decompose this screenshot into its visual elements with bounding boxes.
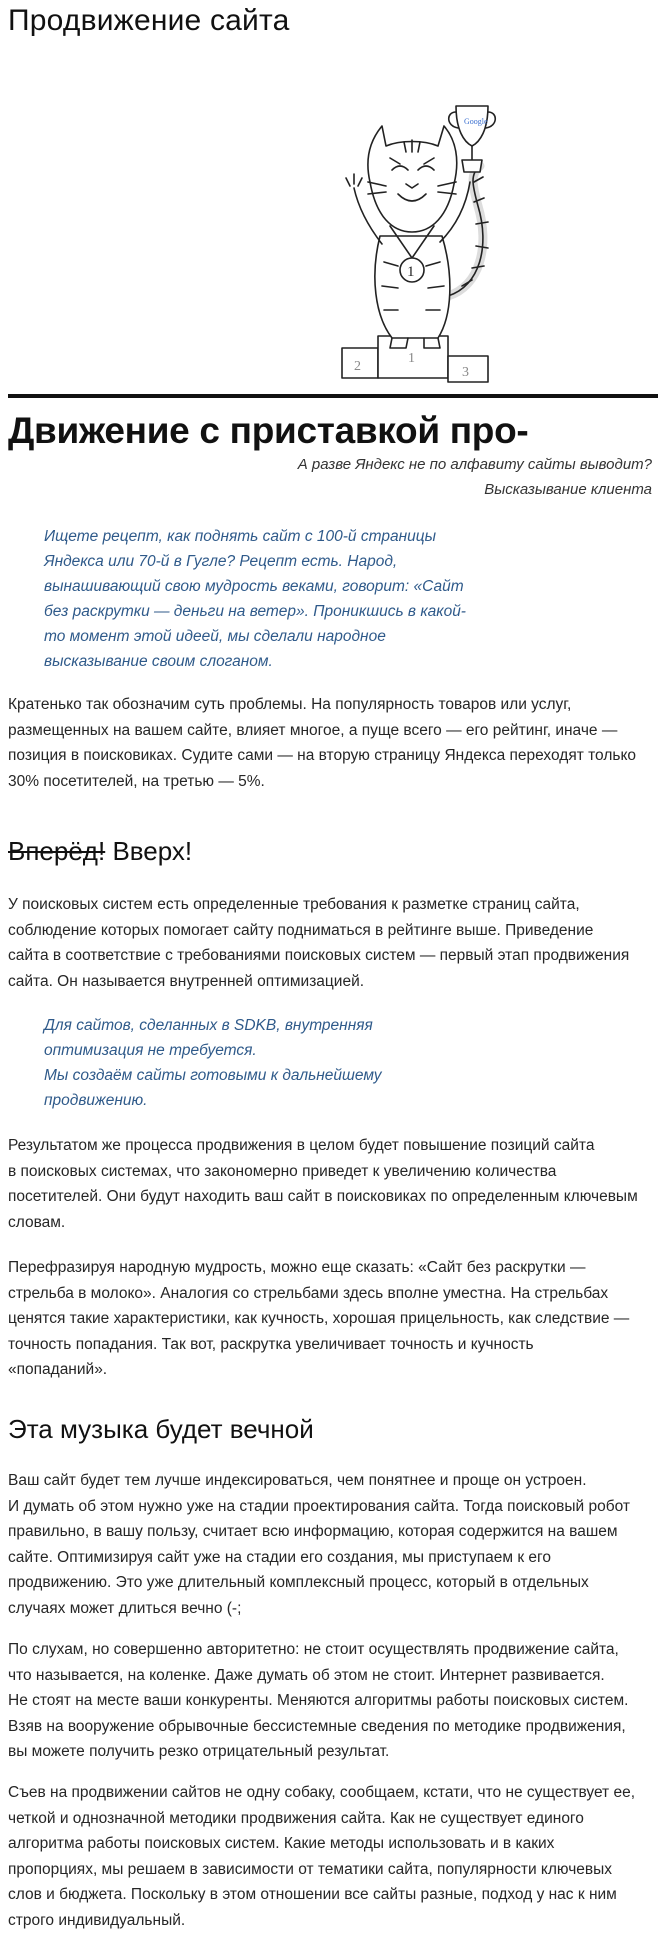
- cat-trophy-illustration-icon: [320, 86, 520, 384]
- section-heading-eternal-music: Эта музыка будет вечной: [8, 1414, 314, 1444]
- section1-paragraph-2: Результатом же процесса продвижения в целом будет повышение позиций сайта в поисковых системах, что закономерно приведет к увеличению количества посетителей. Они будут находить ваш сайт в поисковиках по определенным ключевым словам.: [8, 1137, 638, 1231]
- intro-quote: Ищете рецепт, как поднять сайт с 100-й страницы Яндекса или 70-й в Гугле? Рецепт есть. Народ, вынашивающий свою мудрость веками, говорит: «Сайт без раскрутки — деньги на ветер». Проникшись в какой- то момент этой идеей, мы сделали народное высказывание своим слоганом.: [44, 528, 466, 670]
- section2-paragraph-1: Ваш сайт будет тем лучше индексироваться, чем понятнее и проще он устроен. И думать об этом нужно уже на стадии проектирования сайта. Тогда поисковый робот правильно, в вашу пользу, считает всю информацию, которая содержится на вашем сайте. Оптимизируя сайт уже на стадии его создания, мы приступаем к его продвижению. Это уже длительный комплексный процесс, который в отдельных случаях может длиться вечно (-;: [8, 1472, 631, 1617]
- trophy-label: Google: [464, 117, 488, 126]
- podium-number-third: 3: [462, 365, 469, 380]
- epigraph-quote: А разве Яндекс не по алфавиту сайты выводит?: [297, 456, 652, 473]
- podium-number-first: 1: [408, 351, 415, 366]
- epigraph-source: Высказывание клиента: [484, 481, 652, 498]
- section2-paragraph-3: Съев на продвижении сайтов не одну собаку, сообщаем, кстати, что не существует ее, четкой и однозначной методики продвижения сайта. Как не существует единого алгоритма работы поисковых систем. Какие методы использовать и в каких пропорциях, мы решаем в зависимости от тематики сайта, популярности ключевых слов и бюджета. Поскольку в этом отношении все сайты разные, подход у нас к ним строго индивидуальный.: [8, 1784, 636, 1929]
- epigraph: [298, 452, 652, 502]
- medal-number: 1: [407, 264, 415, 280]
- page-title: Продвижение сайта: [8, 4, 290, 37]
- section-divider: [8, 394, 658, 398]
- hero-heading: Движение с приставкой про-: [8, 410, 529, 451]
- section1-paragraph-3: Перефразируя народную мудрость, можно еще сказать: «Сайт без раскрутки — стрельба в молоко». Аналогия со стрельбами здесь вполне уместна. На стрельбах ценятся такие характеристики, как кучность, хорошая прицельность, как следствие — точность попадания. Так вот, раскрутка увеличивает точность и кучность «попаданий».: [8, 1259, 630, 1378]
- section-heading-struck: Вперёд!: [8, 836, 106, 866]
- section-heading-forward-up: [8, 836, 192, 867]
- section2-paragraph-2: По слухам, но совершенно авторитетно: не стоит осуществлять продвижение сайта, что называется, на коленке. Даже думать об этом не стоит. Интернет развивается. Не стоят на месте ваши конкуренты. Меняются алгоритмы работы поисковых систем. Взяв на вооружение обрывочные бессистемные сведения по методике продвижения, вы можете получить резко отрицательный результат.: [8, 1641, 629, 1760]
- section-heading-rest: Вверх!: [112, 836, 193, 866]
- intro-paragraph: Кратенько так обозначим суть проблемы. На популярность товаров или услуг, размещенных на вашем сайте, влияет многое, а пуще всего — его рейтинг, иначе — позиция в поисковиках. Судите сами — на вторую страницу Яндекса переходят только 30% посетителей, на третью — 5%.: [8, 696, 637, 790]
- sdkb-quote: Для сайтов, сделанных в SDKB, внутренняя оптимизация не требуется. Мы создаём сайты готовыми к дальнейшему продвижению.: [44, 1017, 382, 1109]
- section1-paragraph-1: У поисковых систем есть определенные требования к разметке страниц сайта, соблюдение которых помогает сайту подниматься в рейтинге выше. Приведение сайта в соответствие с требованиями поисковых систем — первый этап продвижения сайта. Он называется внутренней оптимизацией.: [8, 896, 630, 990]
- podium-number-second: 2: [354, 359, 361, 374]
